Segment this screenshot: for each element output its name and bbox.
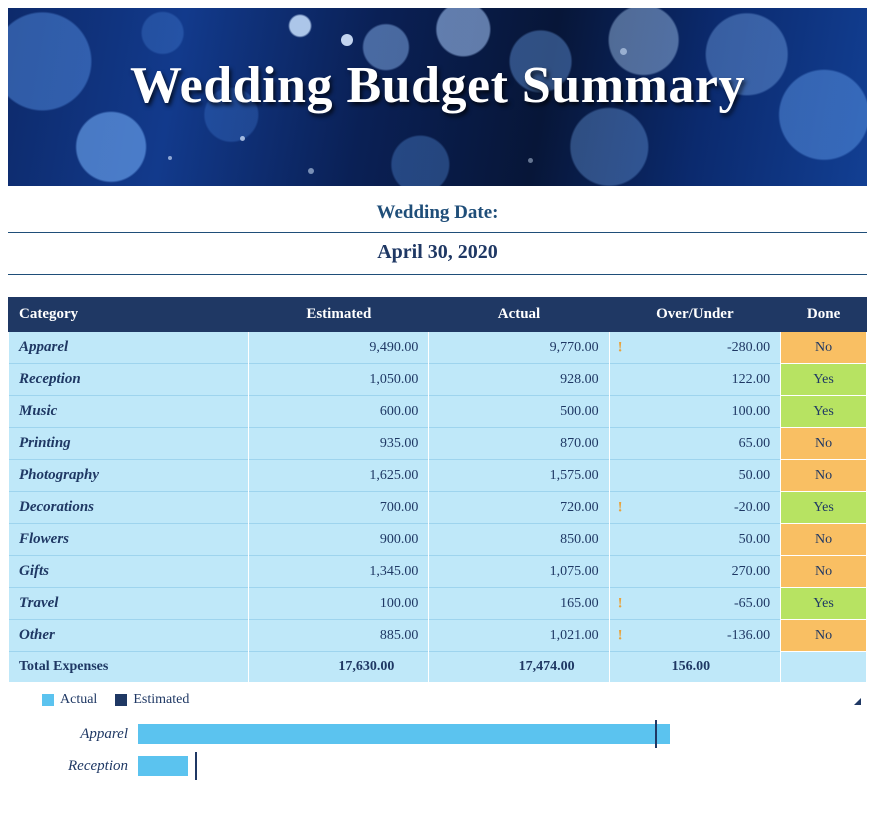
cell-category: Apparel <box>9 332 249 364</box>
cell-over-under-value: -20.00 <box>734 499 771 515</box>
totals-over-under: 156.00 <box>609 652 781 683</box>
totals-done-blank <box>781 652 867 683</box>
table-header-row <box>9 298 867 332</box>
cell-estimated: 900.00 <box>249 524 429 556</box>
totals-label: Total Expenses <box>9 652 249 683</box>
warning-icon: ! <box>617 595 623 611</box>
table-row[interactable] <box>9 396 867 428</box>
cell-over-under-value: -280.00 <box>727 339 771 355</box>
bokeh-speck <box>341 34 353 46</box>
chart-marker-estimated <box>655 720 657 748</box>
totals-estimated: 17,630.00 <box>249 652 429 683</box>
cell-done[interactable]: Yes <box>781 396 867 428</box>
budget-table-body <box>9 332 867 683</box>
cell-done[interactable]: Yes <box>781 588 867 620</box>
bokeh-speck <box>168 156 172 160</box>
table-row[interactable] <box>9 332 867 364</box>
bokeh-speck <box>620 48 627 55</box>
cell-over-under <box>609 364 781 396</box>
cell-over-under <box>609 460 781 492</box>
cell-done[interactable]: No <box>781 556 867 588</box>
cell-estimated: 1,625.00 <box>249 460 429 492</box>
cell-done[interactable]: Yes <box>781 364 867 396</box>
table-row[interactable] <box>9 524 867 556</box>
cell-category: Decorations <box>9 492 249 524</box>
totals-actual: 17,474.00 <box>429 652 609 683</box>
header-banner <box>8 8 867 186</box>
bokeh-speck <box>240 136 245 141</box>
chart-bar-row-apparel[interactable] <box>8 718 867 750</box>
cell-done[interactable]: No <box>781 620 867 652</box>
cell-actual: 1,021.00 <box>429 620 609 652</box>
cell-over-under-value: 65.00 <box>738 435 771 451</box>
cell-actual: 1,075.00 <box>429 556 609 588</box>
warning-icon: ! <box>617 499 623 515</box>
cell-over-under <box>609 588 781 620</box>
cell-estimated: 1,345.00 <box>249 556 429 588</box>
cell-over-under-value: 50.00 <box>738 531 771 547</box>
cell-estimated: 935.00 <box>249 428 429 460</box>
legend-swatch-icon <box>115 694 127 706</box>
cell-over-under-value: 122.00 <box>731 371 771 387</box>
legend-swatch-icon <box>42 694 54 706</box>
legend-item-actual[interactable] <box>42 692 97 708</box>
cell-over-under-value: 100.00 <box>731 403 771 419</box>
table-row[interactable] <box>9 460 867 492</box>
table-row[interactable] <box>9 556 867 588</box>
cell-over-under <box>609 556 781 588</box>
cell-over-under <box>609 428 781 460</box>
chart-bar-row-reception[interactable] <box>8 750 867 782</box>
cell-actual: 870.00 <box>429 428 609 460</box>
cell-estimated: 1,050.00 <box>249 364 429 396</box>
wedding-date-block <box>8 186 867 275</box>
cell-done[interactable]: No <box>781 460 867 492</box>
wedding-date-label: Wedding Date: <box>8 186 867 233</box>
bokeh-speck <box>308 168 314 174</box>
legend-item-estimated[interactable] <box>115 692 189 708</box>
chart-category-label: Apparel <box>80 725 128 742</box>
column-header-over-under[interactable]: Over/Under <box>609 298 781 332</box>
chart-plot-area-reception <box>138 750 867 782</box>
cell-category: Music <box>9 396 249 428</box>
cell-over-under <box>609 524 781 556</box>
cell-estimated: 9,490.00 <box>249 332 429 364</box>
legend-label-actual: Actual <box>60 692 98 707</box>
cell-over-under <box>609 396 781 428</box>
legend-label-estimated: Estimated <box>133 692 190 707</box>
cell-done[interactable]: No <box>781 332 867 364</box>
cell-actual: 500.00 <box>429 396 609 428</box>
chart-legend <box>8 692 867 708</box>
cell-category: Reception <box>9 364 249 396</box>
chart-category-label: Reception <box>68 757 128 774</box>
table-row[interactable] <box>9 492 867 524</box>
cell-estimated: 600.00 <box>249 396 429 428</box>
cell-done[interactable]: No <box>781 524 867 556</box>
table-row[interactable] <box>9 588 867 620</box>
chart-bar-actual <box>138 724 670 744</box>
budget-bar-chart[interactable] <box>8 692 867 804</box>
column-header-actual[interactable]: Actual <box>429 298 609 332</box>
cell-actual: 850.00 <box>429 524 609 556</box>
cell-category: Gifts <box>9 556 249 588</box>
warning-icon: ! <box>617 339 623 355</box>
cell-category: Printing <box>9 428 249 460</box>
bokeh-speck <box>528 158 533 163</box>
cell-over-under <box>609 492 781 524</box>
cell-done[interactable]: Yes <box>781 492 867 524</box>
cell-actual: 928.00 <box>429 364 609 396</box>
cell-actual: 1,575.00 <box>429 460 609 492</box>
column-header-done[interactable]: Done <box>781 298 867 332</box>
column-header-category[interactable]: Category <box>9 298 249 332</box>
table-row[interactable] <box>9 428 867 460</box>
chart-plot-area-apparel <box>138 718 867 750</box>
cell-estimated: 885.00 <box>249 620 429 652</box>
table-row[interactable] <box>9 620 867 652</box>
cell-over-under <box>609 620 781 652</box>
page-title: Wedding Budget Summary <box>130 57 745 114</box>
column-header-estimated[interactable]: Estimated <box>249 298 429 332</box>
cell-over-under-value: -65.00 <box>734 595 771 611</box>
cell-actual: 720.00 <box>429 492 609 524</box>
table-row[interactable] <box>9 364 867 396</box>
cell-actual: 165.00 <box>429 588 609 620</box>
cell-category: Photography <box>9 460 249 492</box>
budget-table <box>8 297 867 682</box>
cell-over-under-value: -136.00 <box>727 627 771 643</box>
cell-category: Flowers <box>9 524 249 556</box>
cell-over-under-value: 270.00 <box>731 563 771 579</box>
cell-category: Travel <box>9 588 249 620</box>
chart-marker-estimated <box>195 752 197 780</box>
cell-estimated: 100.00 <box>249 588 429 620</box>
cell-category: Other <box>9 620 249 652</box>
cell-over-under-value: 50.00 <box>738 467 771 483</box>
cell-done[interactable]: No <box>781 428 867 460</box>
budget-table-wrapper <box>8 297 867 682</box>
totals-row <box>9 652 867 683</box>
cell-actual: 9,770.00 <box>429 332 609 364</box>
chart-bar-actual <box>138 756 188 776</box>
wedding-date-value[interactable]: April 30, 2020 <box>8 233 867 275</box>
cell-over-under <box>609 332 781 364</box>
warning-icon: ! <box>617 627 623 643</box>
cell-estimated: 700.00 <box>249 492 429 524</box>
